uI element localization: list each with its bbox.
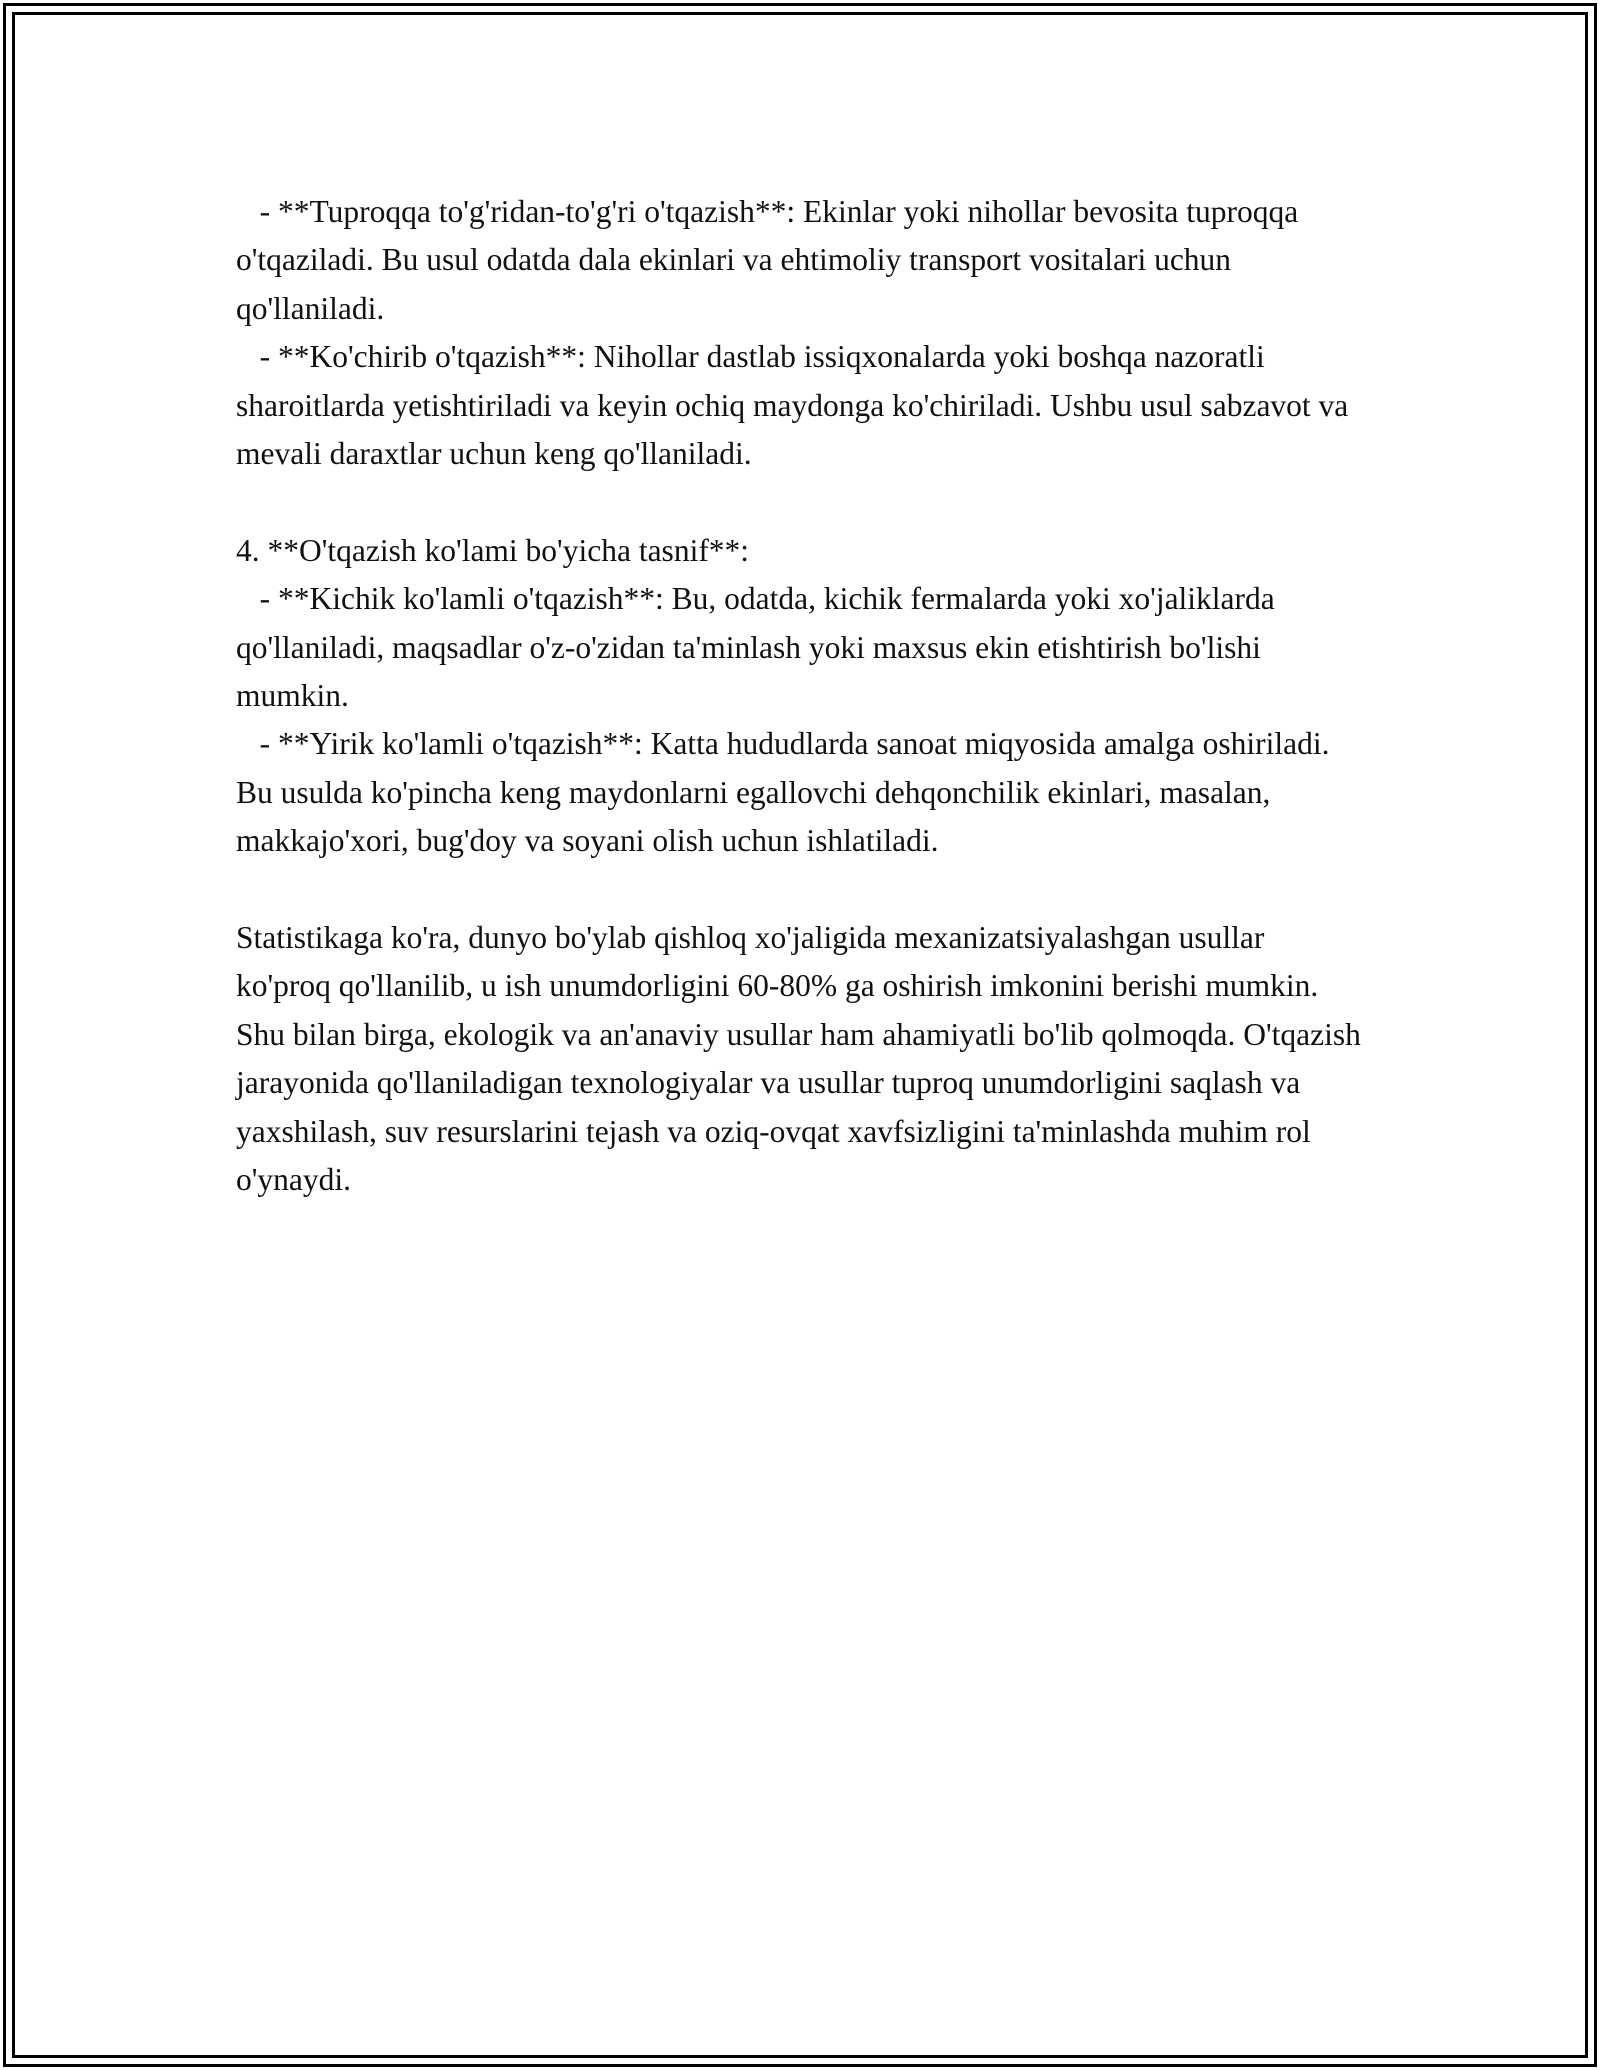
paragraph-spacer [236, 866, 1366, 914]
list-item-transplanting: - **Ko'chirib o'tqazish**: Nihollar dastlab issiqxonalarda yoki boshqa nazoratli sharoitlarda yetishtiriladi va keyin ochiq maydonga ko'chiriladi. Ushbu usul sabzavot va mevali daraxtlar uchun keng qo'llaniladi. [236, 339, 1357, 472]
list-item-direct-planting: - **Tuproqqa to'g'ridan-to'g'ri o'tqazish**: Ekinlar yoki nihollar bevosita tuproqqa o'tqaziladi. Bu usul odatda dala ekinlari va ehtimoliy transport vositalari uchun qo'llaniladi. [236, 194, 1307, 326]
list-item-large-scale: - **Yirik ko'lamli o'tqazish**: Katta hududlarda sanoat miqyosida amalga oshiriladi. Bu usulda ko'pincha keng maydonlarni egallovchi dehqonchilik ekinlari, masalan, makkajo'xori, bug'doy va soyani olish uchun ishlatiladi. [236, 726, 1338, 859]
paragraph-spacer [236, 478, 1366, 526]
section-heading-planting-scale: 4. **O'tqazish ko'lami bo'yicha tasnif**: [236, 532, 750, 568]
statistics-paragraph: Statistikaga ko'ra, dunyo bo'ylab qishloq xo'jaligida mexanizatsiyalashgan usullar ko'proq qo'llanilib, u ish unumdorligini 60-80% ga oshirish imkonini berishi mumkin. Shu bilan birga, ekologik va an'anaviy usullar ham ahamiyatli bo'lib qolmoqda. O'tqazish jarayonida qo'llaniladigan texnologiyalar va usullar tuproq unumdorligini saqlash va yaxshilash, suv resurslarini tejash va oziq-ovqat xavfsizligini ta'minlashda muhim rol o'ynaydi. [236, 920, 1369, 1198]
list-item-small-scale: - **Kichik ko'lamli o'tqazish**: Bu, odatda, kichik fermalarda yoki xo'jaliklarda qo'llaniladi, maqsadlar o'z-o'zidan ta'minlash yoki maxsus ekin etishtirish bo'lishi mumkin. [236, 581, 1283, 714]
document-body [236, 188, 1369, 1205]
